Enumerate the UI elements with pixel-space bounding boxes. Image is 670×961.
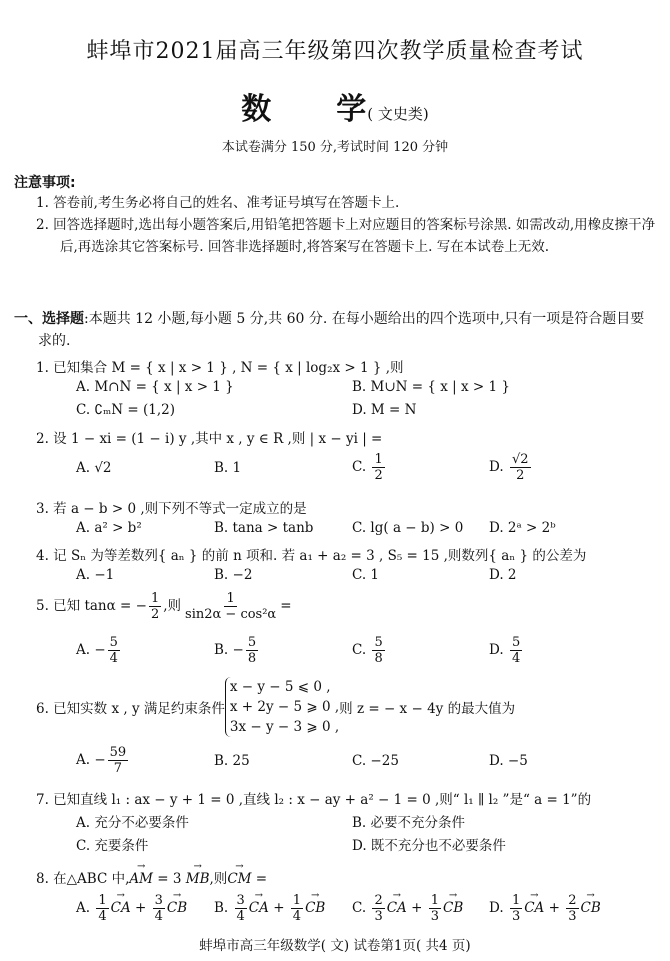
fraction: $\frac{3}{4}$ <box>236 893 245 924</box>
q4-option-d: D. 2 <box>489 567 517 583</box>
q5-option-d: D. $\frac{5}{4}$ <box>489 635 521 666</box>
fraction: $\frac{1}{2}$ <box>150 591 160 622</box>
q4-option-a: A. −1 <box>76 567 115 583</box>
fraction: $\frac{5}{4}$ <box>109 635 118 666</box>
q8-option-c: C. $\frac{2}{3}$ → CA + $\frac{1}{3}$ → CB <box>352 893 463 924</box>
q8-option-a: A. $\frac{1}{4}$ → CA + $\frac{3}{4}$ → CB <box>76 893 187 924</box>
fraction: $\frac{1}{2}$ <box>374 452 383 483</box>
q2-option-d: D. $\frac{√2}{2}$ <box>489 452 529 483</box>
fraction: $\frac{5}{8}$ <box>374 635 383 666</box>
q3-option-d: D. 2ᵃ > 2ᵇ <box>489 520 556 536</box>
fraction: $\frac{1}{3}$ <box>511 893 521 924</box>
q1-option-d: D. M = N <box>352 402 417 418</box>
subject-char-2: 学 <box>336 92 368 127</box>
vector-cm: → CM <box>227 871 251 887</box>
q1-stem: 1. 已知集合 M = { x | x > 1 } , N = { x | log₂x > 1 } ,则 <box>36 360 404 376</box>
q6-option-b: B. 25 <box>214 753 250 769</box>
vector-am: → AM <box>129 871 153 887</box>
section-heading <box>14 308 658 352</box>
q6-option-a: A. − $\frac{59}{7}$ <box>76 745 127 776</box>
q7-option-b: B. 必要不充分条件 <box>352 815 466 831</box>
fraction: $\frac{5}{4}$ <box>511 635 521 666</box>
fraction: $\frac{1}{\text{sin2α − cos²α}}$ <box>185 591 277 622</box>
subject-char-1: 数 <box>241 92 273 127</box>
q6-option-c: C. −25 <box>352 753 399 769</box>
q5-option-b: B. − $\frac{5}{8}$ <box>214 635 257 666</box>
q3-option-a: A. a² > b² <box>76 520 142 536</box>
q4-option-b: B. −2 <box>214 567 253 583</box>
vector-mb: → MB <box>186 871 210 887</box>
q1-option-a: A. M∩N = { x | x > 1 } <box>76 379 234 395</box>
subject-heading <box>0 84 670 128</box>
subject-tag: ( 文史类) <box>367 105 429 123</box>
fraction: $\frac{√2}{2}$ <box>511 452 529 483</box>
q6-stem: 6. 已知实数 x , y 满足约束条件 x − y − 5 ⩽ 0 , x + 2y − 5 ⩾ 0 , 3x − y − 3 ⩾ 0 , 则 z = − x − 4y 的最大值为 <box>36 679 516 735</box>
page-footer: 蚌埠市高三年级数学( 文) 试卷第1页( 共4 页) <box>199 938 471 954</box>
q2-stem: 2. 设 1 − xi = (1 − i) y ,其中 x , y ∈ R ,则 | x − yi | = <box>36 431 383 447</box>
q4-stem: 4. 记 Sₙ 为等差数列{ aₙ } 的前 n 项和. 若 a₁ + a₂ = 3 , S₅ = 15 ,则数列{ aₙ } 的公差为 <box>36 548 587 564</box>
q7-stem: 7. 已知直线 l₁ : ax − y + 1 = 0 ,直线 l₂ : x − ay + a² − 1 = 0 ,则“ l₁ ∥ l₂ ”是“ a = 1”的 <box>36 792 592 808</box>
notice-title: 注意事项: <box>14 175 76 191</box>
q3-option-c: C. lg( a − b) > 0 <box>352 520 464 536</box>
q6-option-d: D. −5 <box>489 753 528 769</box>
notice-item-1: 1. 答卷前,考生务必将自己的姓名、准考证号填写在答题卡上. <box>36 195 400 211</box>
q3-stem: 3. 若 a − b > 0 ,则下列不等式一定成立的是 <box>36 501 307 517</box>
constraint-system: x − y − 5 ⩽ 0 , x + 2y − 5 ⩾ 0 , 3x − y − 3 ⩾ 0 , <box>225 677 339 737</box>
section-desc: :本题共 12 小题,每小题 5 分,共 60 分. 在每小题给出的四个选项中,只有一项是符合题目要求的. <box>38 311 645 349</box>
q4-option-c: C. 1 <box>352 567 380 583</box>
q5-option-a: A. − $\frac{5}{4}$ <box>76 635 118 666</box>
section-label: 一、选择题 <box>14 311 84 327</box>
exam-title: 蚌埠市2021届高三年级第四次教学质量检查考试 <box>86 39 584 64</box>
q1-option-b: B. M∪N = { x | x > 1 } <box>352 379 510 395</box>
score-time-line: 本试卷满分 150 分,考试时间 120 分钟 <box>221 140 449 155</box>
q3-option-b: B. tana > tanb <box>214 520 314 536</box>
q5-option-c: C. $\frac{5}{8}$ <box>352 635 383 666</box>
q2-option-c: C. $\frac{1}{2}$ <box>352 452 383 483</box>
q8-option-d: D. $\frac{1}{3}$ → CA + $\frac{2}{3}$ → CB <box>489 893 601 924</box>
q7-option-a: A. 充分不必要条件 <box>76 815 189 831</box>
notice-item-2: 2. 回答选择题时,选出每小题答案后,用铅笔把答题卡上对应题目的答案标号涂黑. 如需改动,用橡皮擦干净后,再选涂其它答案标号. 回答非选择题时,将答案写在答题卡上. 写在本试卷上无效. <box>36 217 656 255</box>
q7-option-c: C. 充要条件 <box>76 838 149 854</box>
fraction: $\frac{3}{4}$ <box>154 893 163 924</box>
fraction: $\frac{1}{4}$ <box>98 893 107 924</box>
fraction: $\frac{1}{3}$ <box>430 893 439 924</box>
fraction: $\frac{59}{7}$ <box>109 745 127 776</box>
fraction: $\frac{5}{8}$ <box>247 635 257 666</box>
fraction: $\frac{1}{4}$ <box>292 893 302 924</box>
q2-option-a: A. √2 <box>76 460 112 476</box>
fraction: $\frac{2}{3}$ <box>568 893 577 924</box>
fraction: $\frac{2}{3}$ <box>374 893 383 924</box>
q8-option-b: B. $\frac{3}{4}$ → CA + $\frac{1}{4}$ → CB <box>214 893 325 924</box>
q1-option-c: C. ∁ₘN = (1,2) <box>76 402 176 418</box>
q8-stem: 8. 在△ABC 中,→ AM = 3 → MB,则→ CM = <box>36 867 267 887</box>
q7-option-d: D. 既不充分也不必要条件 <box>352 838 506 854</box>
q5-stem: 5. 已知 tanα = − $\frac{1}{2}$ ,则 $\frac{1}{\text{sin2α − cos²α}}$ = <box>36 591 292 622</box>
q2-option-b: B. 1 <box>214 460 242 476</box>
